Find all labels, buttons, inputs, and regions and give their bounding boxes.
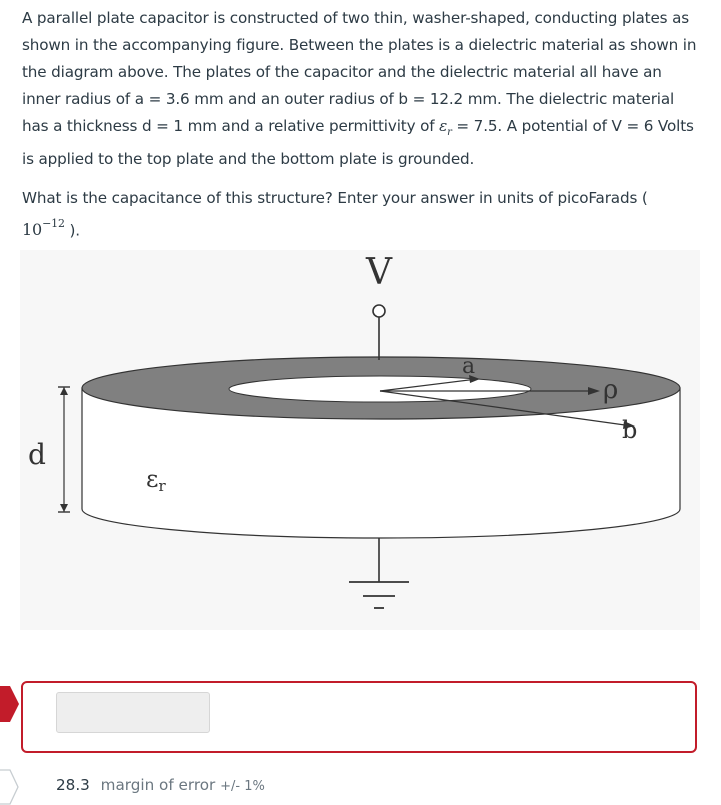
question-sentence: What is the capacitance of this structure? Enter your answer in units of picoFarads ( xyxy=(22,189,648,208)
incorrect-answer-flag-icon xyxy=(0,686,20,722)
correct-answer-line xyxy=(56,776,265,794)
problem-text xyxy=(22,5,704,244)
label-a: a xyxy=(462,354,476,379)
question-text xyxy=(22,185,704,244)
problem-sentence-2: = 7.5. A potential of V = 6 Volts is applied to the top plate and the bottom plate is grounded. xyxy=(22,117,694,169)
answer-input[interactable] xyxy=(56,692,210,733)
margin-of-error-label: margin of error xyxy=(100,776,216,794)
capacitor-figure xyxy=(20,250,700,630)
sci-base: 10 xyxy=(22,220,43,240)
v-terminal-icon xyxy=(373,305,385,317)
epsilon-r-symbol xyxy=(439,117,452,139)
unit-scientific xyxy=(22,217,65,240)
label-rho: ρ xyxy=(603,375,619,405)
epsilon-symbol: ε xyxy=(439,117,448,135)
label-epsilon: εr xyxy=(146,465,166,495)
problem-description xyxy=(22,5,704,173)
thickness-d-top-arrowhead xyxy=(60,387,68,395)
label-b: b xyxy=(622,416,638,444)
thickness-d-bottom-arrowhead xyxy=(60,504,68,512)
correct-answer-flag-icon xyxy=(0,769,20,805)
label-d: d xyxy=(28,438,46,471)
epsilon-subscript: r xyxy=(447,127,452,139)
label-v: V xyxy=(366,252,392,293)
capacitor-diagram xyxy=(20,250,700,630)
margin-of-error-value: +/- 1% xyxy=(220,779,265,794)
plate-inner-hole xyxy=(229,376,531,402)
problem-sentence-1: A parallel plate capacitor is constructed of two thin, washer-shaped, conducting plates as shown in the accompanying figure. Between the plates is a dielectric material as shown in the diagram above. The plates of the capacitor and the dielectric material all have an inner radius of a = 3.6 mm and an outer radius of b = 12.2 mm. The dielectric material has a thickness d = 1 mm and a relative permittivity of xyxy=(22,9,697,135)
correct-answer-value: 28.3 xyxy=(56,776,90,794)
sci-exponent: −12 xyxy=(42,217,65,231)
question-close: ). xyxy=(64,221,80,240)
